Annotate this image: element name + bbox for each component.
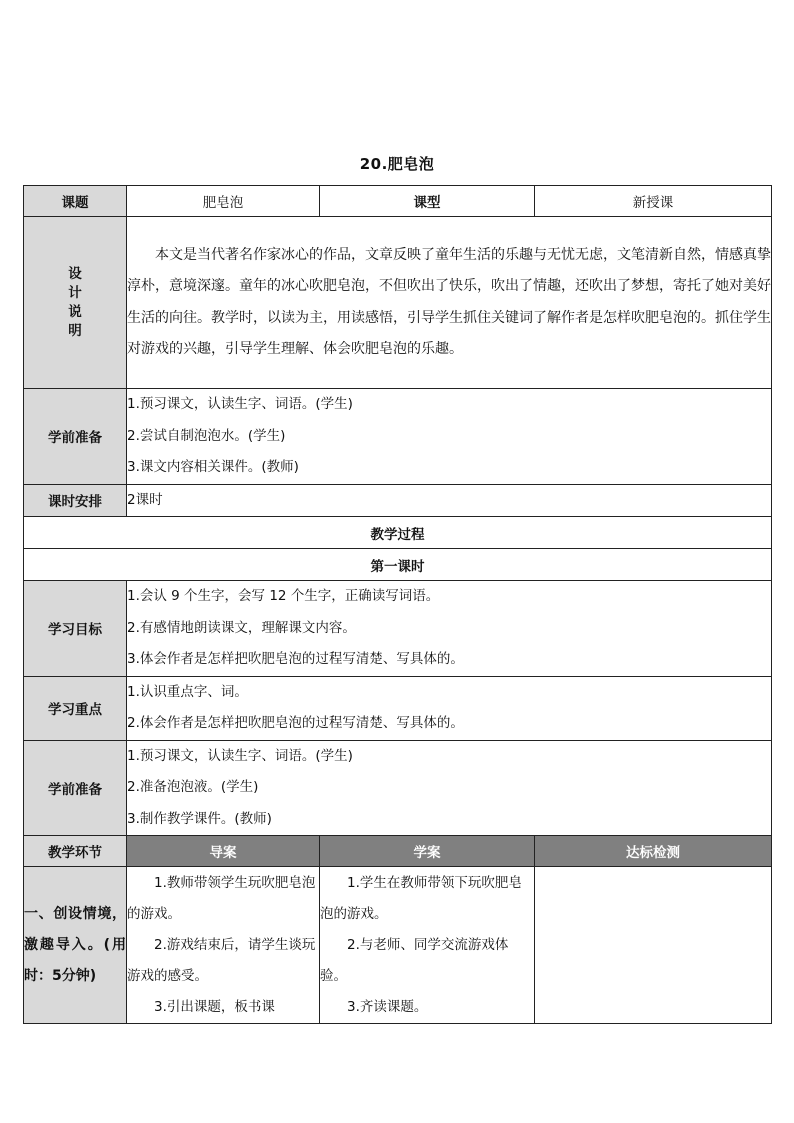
process-title: 教学过程 [24,517,772,549]
stage1-label: 一、创设情境，激趣导入。(用时：5分钟) [24,867,127,1024]
topic-value: 肥皂泡 [127,186,320,217]
topic-row [24,186,772,217]
schedule-row [24,484,772,517]
design-label: 设 计 说 明 [24,217,127,389]
list-item: 2.游戏结束后，请学生谈玩游戏的感受。 [127,936,316,984]
list-item: 2.尝试自制泡泡水。(学生) [127,427,286,444]
list-item: 3.引出课题，板书课 [154,998,275,1015]
stage1-guide [127,867,320,1024]
list-item: 2.与老师、同学交流游戏体验。 [320,936,509,984]
prep2-row [24,740,772,836]
stage1-study [320,867,535,1024]
stage1-check [535,867,772,1024]
focus-list [127,676,772,740]
check-header: 达标检测 [535,836,772,867]
prep1-label: 学前准备 [24,389,127,485]
guide-header: 导案 [127,836,320,867]
process-title-row [24,517,772,549]
list-item: 2.准备泡泡液。(学生) [127,779,259,795]
lesson-title-row [24,549,772,581]
schedule-value: 2课时 [127,484,772,517]
goals-row [24,581,772,677]
prep2-list [127,740,772,836]
list-item: 3.课文内容相关课件。(教师) [127,459,299,475]
prep2-label: 学前准备 [24,740,127,836]
list-item: 2.有感情地朗读课文，理解课文内容。 [127,619,356,636]
type-label: 课型 [320,186,535,217]
list-item: 1.会认 9 个生字，会写 12 个生字，正确读写词语。 [127,588,440,604]
stage1-row [24,867,772,1024]
page-title: 20.肥皂泡 [359,155,435,173]
stage-header-row [24,836,772,867]
list-item: 1.预习课文，认读生字、词语。(学生) [127,396,353,412]
focus-label: 学习重点 [24,676,127,740]
schedule-label: 课时安排 [24,484,127,517]
topic-label: 课题 [24,186,127,217]
list-item: 1.教师带领学生玩吹肥皂泡的游戏。 [127,874,316,922]
study-header: 学案 [320,836,535,867]
list-item: 1.学生在教师带领下玩吹肥皂泡的游戏。 [320,874,522,922]
stage-header-label: 教学环节 [24,836,127,867]
list-item: 3.制作教学课件。(教师) [127,810,272,827]
design-row [24,217,772,389]
list-item: 3.齐读课题。 [347,998,428,1015]
design-text: 本文是当代著名作家冰心的作品，文章反映了童年生活的乐趣与无忧无虑，文笔清新自然，情感真挚淳朴，意境深邃。童年的冰心吹肥皂泡，不但吹出了快乐，吹出了情趣，还吹出了梦想，寄托了她对美好生活的向往。教学时，以读为主，用读感悟，引导学生抓住关键词了解作者是怎样吹肥皂泡的。抓住学生对游戏的兴趣，引导学生理解、体会吹肥皂泡的乐趣。 [127,217,772,389]
type-value: 新授课 [535,186,772,217]
list-item: 2.体会作者是怎样把吹肥皂泡的过程写清楚、写具体的。 [127,715,464,731]
focus-row [24,676,772,740]
list-item: 1.预习课文，认读生字、词语。(学生) [127,747,353,764]
goals-list [127,581,772,677]
prep1-row [24,389,772,485]
list-item: 1.认识重点字、词。 [127,683,248,700]
goals-label: 学习目标 [24,581,127,677]
list-item: 3.体会作者是怎样把吹肥皂泡的过程写清楚、写具体的。 [127,651,464,667]
prep1-list [127,389,772,485]
lesson-title: 第一课时 [24,549,772,581]
lesson-plan-table [23,185,772,1024]
